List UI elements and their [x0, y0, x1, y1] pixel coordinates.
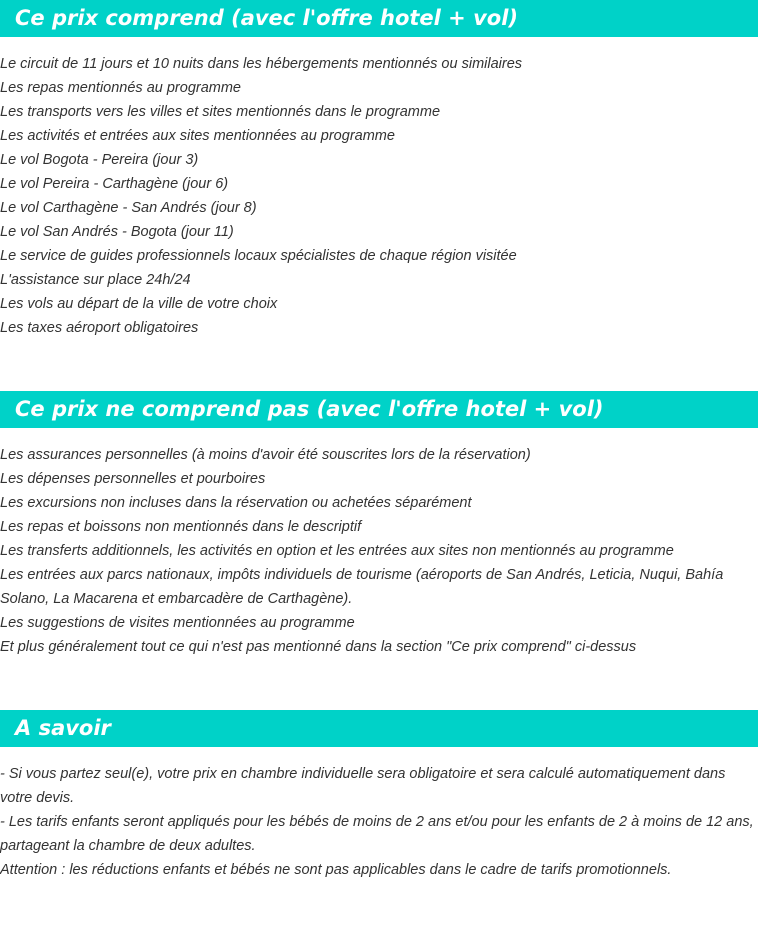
list-item: Les transports vers les villes et sites mentionnés dans le programme: [0, 104, 441, 120]
list-item: Les repas mentionnés au programme: [0, 80, 241, 96]
included-list: [0, 52, 758, 340]
list-item: Les transferts additionnels, les activités en option et les entrées aux sites non mentionnés au programme: [0, 543, 674, 559]
not-included-list: [0, 443, 758, 659]
list-item: Le vol Carthagène - San Andrés (jour 8): [0, 200, 257, 216]
list-item: Le vol Bogota - Pereira (jour 3): [0, 152, 199, 168]
list-item: Attention : les réductions enfants et bébés ne sont pas applicables dans le cadre de tarifs promotionnels.: [0, 862, 672, 878]
list-item: Les assurances personnelles (à moins d'avoir été souscrites lors de la réservation): [0, 447, 531, 463]
list-item: Le vol Pereira - Carthagène (jour 6): [0, 176, 229, 192]
list-item: Les taxes aéroport obligatoires: [0, 320, 199, 336]
list-item: Le vol San Andrés - Bogota (jour 11): [0, 224, 234, 240]
list-item: Et plus généralement tout ce qui n'est pas mentionné dans la section "Ce prix comprend" ci-dessus: [0, 639, 637, 655]
list-item: Le circuit de 11 jours et 10 nuits dans les hébergements mentionnés ou similaires: [0, 56, 523, 72]
list-item: Les repas et boissons non mentionnés dans le descriptif: [0, 519, 362, 535]
list-item: Les entrées aux parcs nationaux, impôts individuels de tourisme (aéroports de San Andrés, Leticia, Nuqui, Bahía Solano, La Macarena et embarcadère de Carthagène).: [0, 567, 724, 607]
list-item: Les excursions non incluses dans la réservation ou achetées séparément: [0, 495, 472, 511]
list-item: Les vols au départ de la ville de votre choix: [0, 296, 278, 312]
list-item: Les suggestions de visites mentionnées au programme: [0, 615, 355, 631]
section-title-included: Ce prix comprend (avec l'offre hotel + vol): [0, 0, 758, 37]
section-title-good-to-know: A savoir: [0, 710, 758, 747]
list-item: - Les tarifs enfants seront appliqués pour les bébés de moins de 2 ans et/ou pour les enfants de 2 à moins de 12 ans, partageant la chambre de deux adultes.: [0, 814, 754, 854]
list-item: Les activités et entrées aux sites mentionnées au programme: [0, 128, 395, 144]
list-item: L'assistance sur place 24h/24: [0, 272, 191, 288]
list-item: Les dépenses personnelles et pourboires: [0, 471, 266, 487]
good-to-know-list: [0, 762, 758, 882]
section-title-not-included: Ce prix ne comprend pas (avec l'offre hotel + vol): [0, 391, 758, 428]
list-item: Le service de guides professionnels locaux spécialistes de chaque région visitée: [0, 248, 517, 264]
list-item: - Si vous partez seul(e), votre prix en chambre individuelle sera obligatoire et sera calculé automatiquement dans votre devis.: [0, 766, 726, 806]
